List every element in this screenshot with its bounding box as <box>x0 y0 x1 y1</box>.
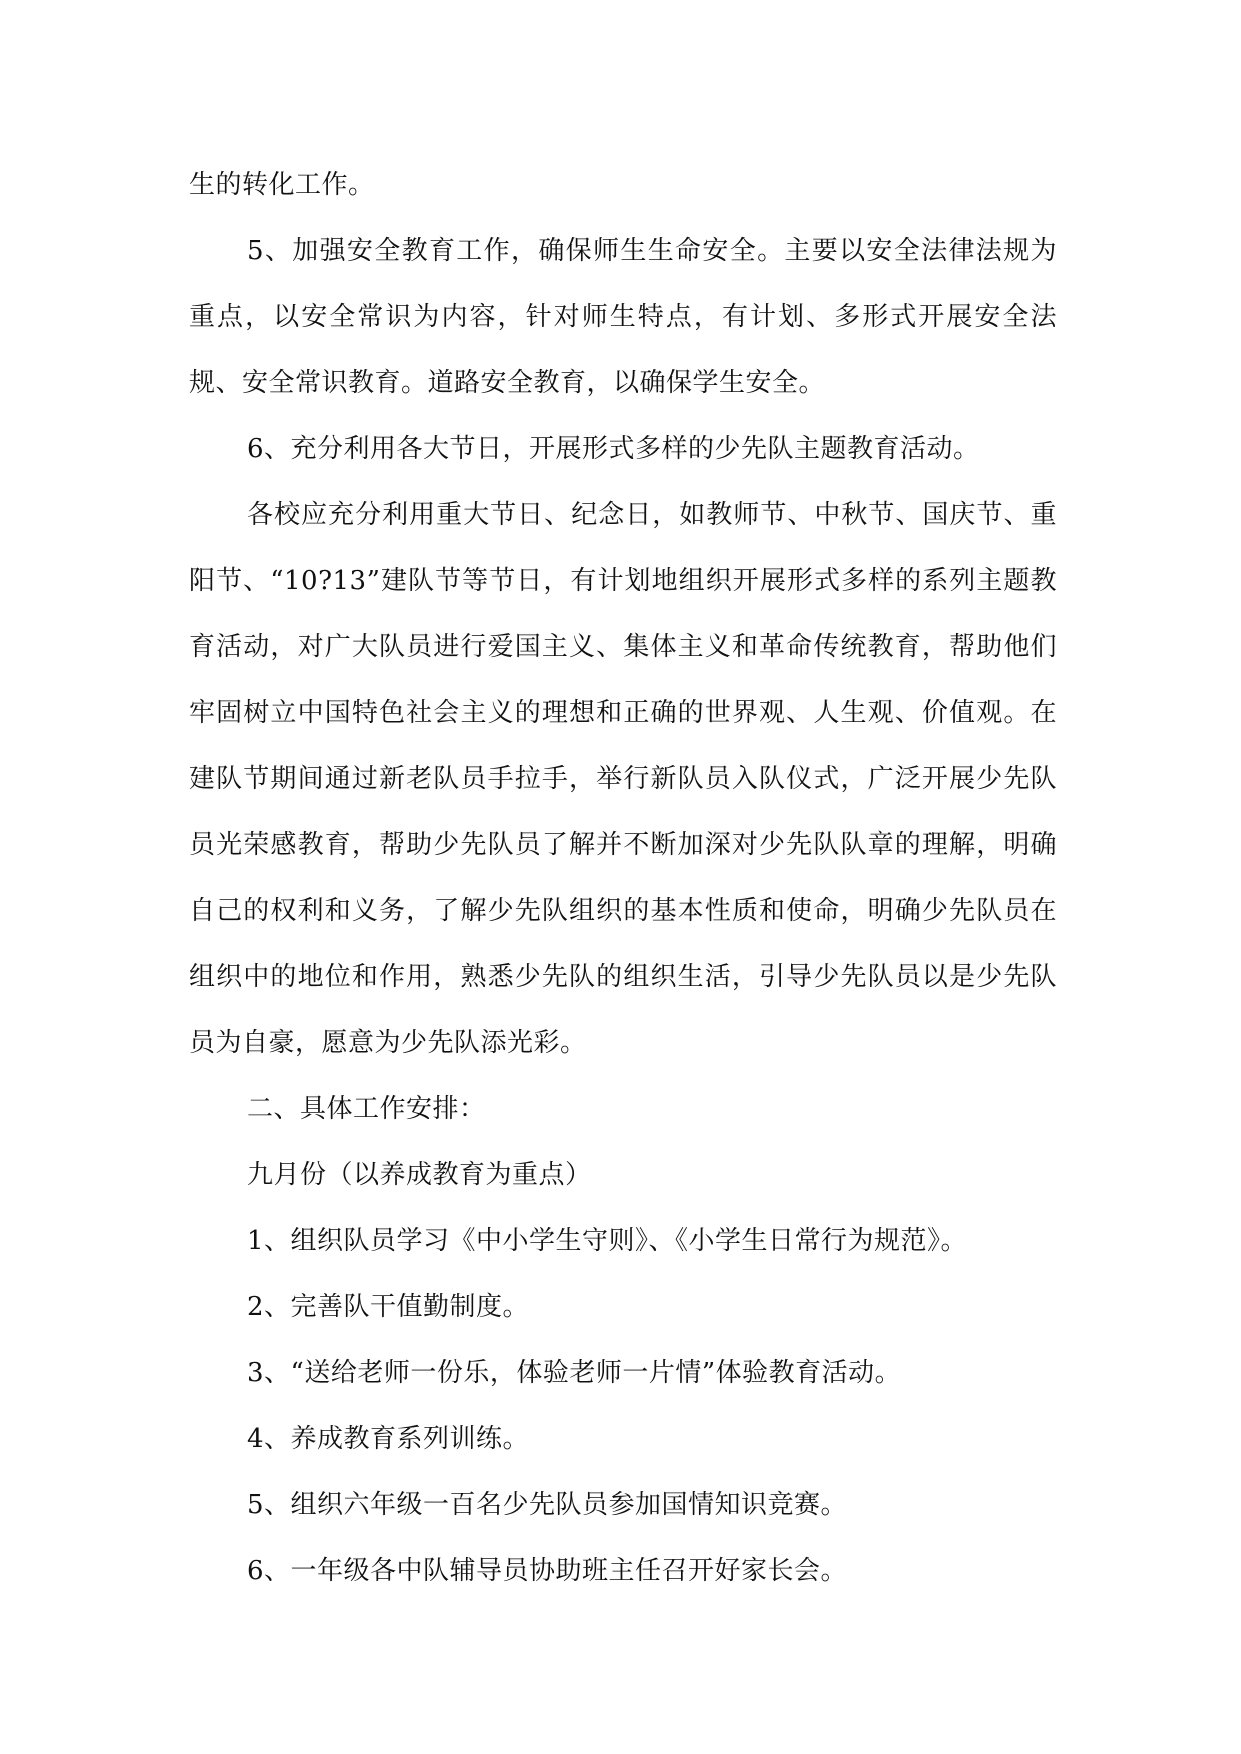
paragraph-festival-activities: 6、充分利用各大节日，开展形式多样的少先队主题教育活动。 <box>247 434 980 464</box>
list-item-5: 5、组织六年级一百名少先队员参加国情知识竞赛。 <box>247 1490 848 1520</box>
list-item-2: 2、完善队干值勤制度。 <box>247 1292 530 1322</box>
paragraph-safety-education: 5、加强安全教育工作，确保师生生命安全。主要以安全法律法规为重点，以安全常识为内容，针对师生特点，有计划、多形式开展安全法规、安全常识教育。道路安全教育，以确保学生安全。 <box>189 236 1057 398</box>
section-heading-work-arrangement: 二、具体工作安排： <box>247 1094 486 1124</box>
list-item-4: 4、养成教育系列训练。 <box>247 1424 530 1454</box>
month-heading-september: 九月份（以养成教育为重点） <box>247 1160 592 1190</box>
paragraph-festival-details: 各校应充分利用重大节日、纪念日，如教师节、中秋节、国庆节、重阳节、“10?13”建队节等节日，有计划地组织开展形式多样的系列主题教育活动，对广大队员进行爱国主义、集体主义和革命传统教育，帮助他们牢固树立中国特色社会主义的理想和正确的世界观、人生观、价值观。在建队节期间通过新老队员手拉手，举行新队员入队仪式，广泛开展少先队员光荣感教育，帮助少先队员了解并不断加深对少先队队章的理解，明确自己的权利和义务，了解少先队组织的基本性质和使命，明确少先队员在组织中的地位和作用，熟悉少先队的组织生活，引导少先队员以是少先队员为自豪，愿意为少先队添光彩。 <box>189 500 1057 1058</box>
paragraph-continuation: 生的转化工作。 <box>189 170 375 200</box>
document-body <box>189 152 1057 1604</box>
list-item-1: 1、组织队员学习《中小学生守则》、《小学生日常行为规范》。 <box>247 1226 968 1256</box>
list-item-3: 3、“送给老师一份乐，体验老师一片情”体验教育活动。 <box>247 1358 902 1388</box>
list-item-6: 6、一年级各中队辅导员协助班主任召开好家长会。 <box>247 1556 848 1586</box>
